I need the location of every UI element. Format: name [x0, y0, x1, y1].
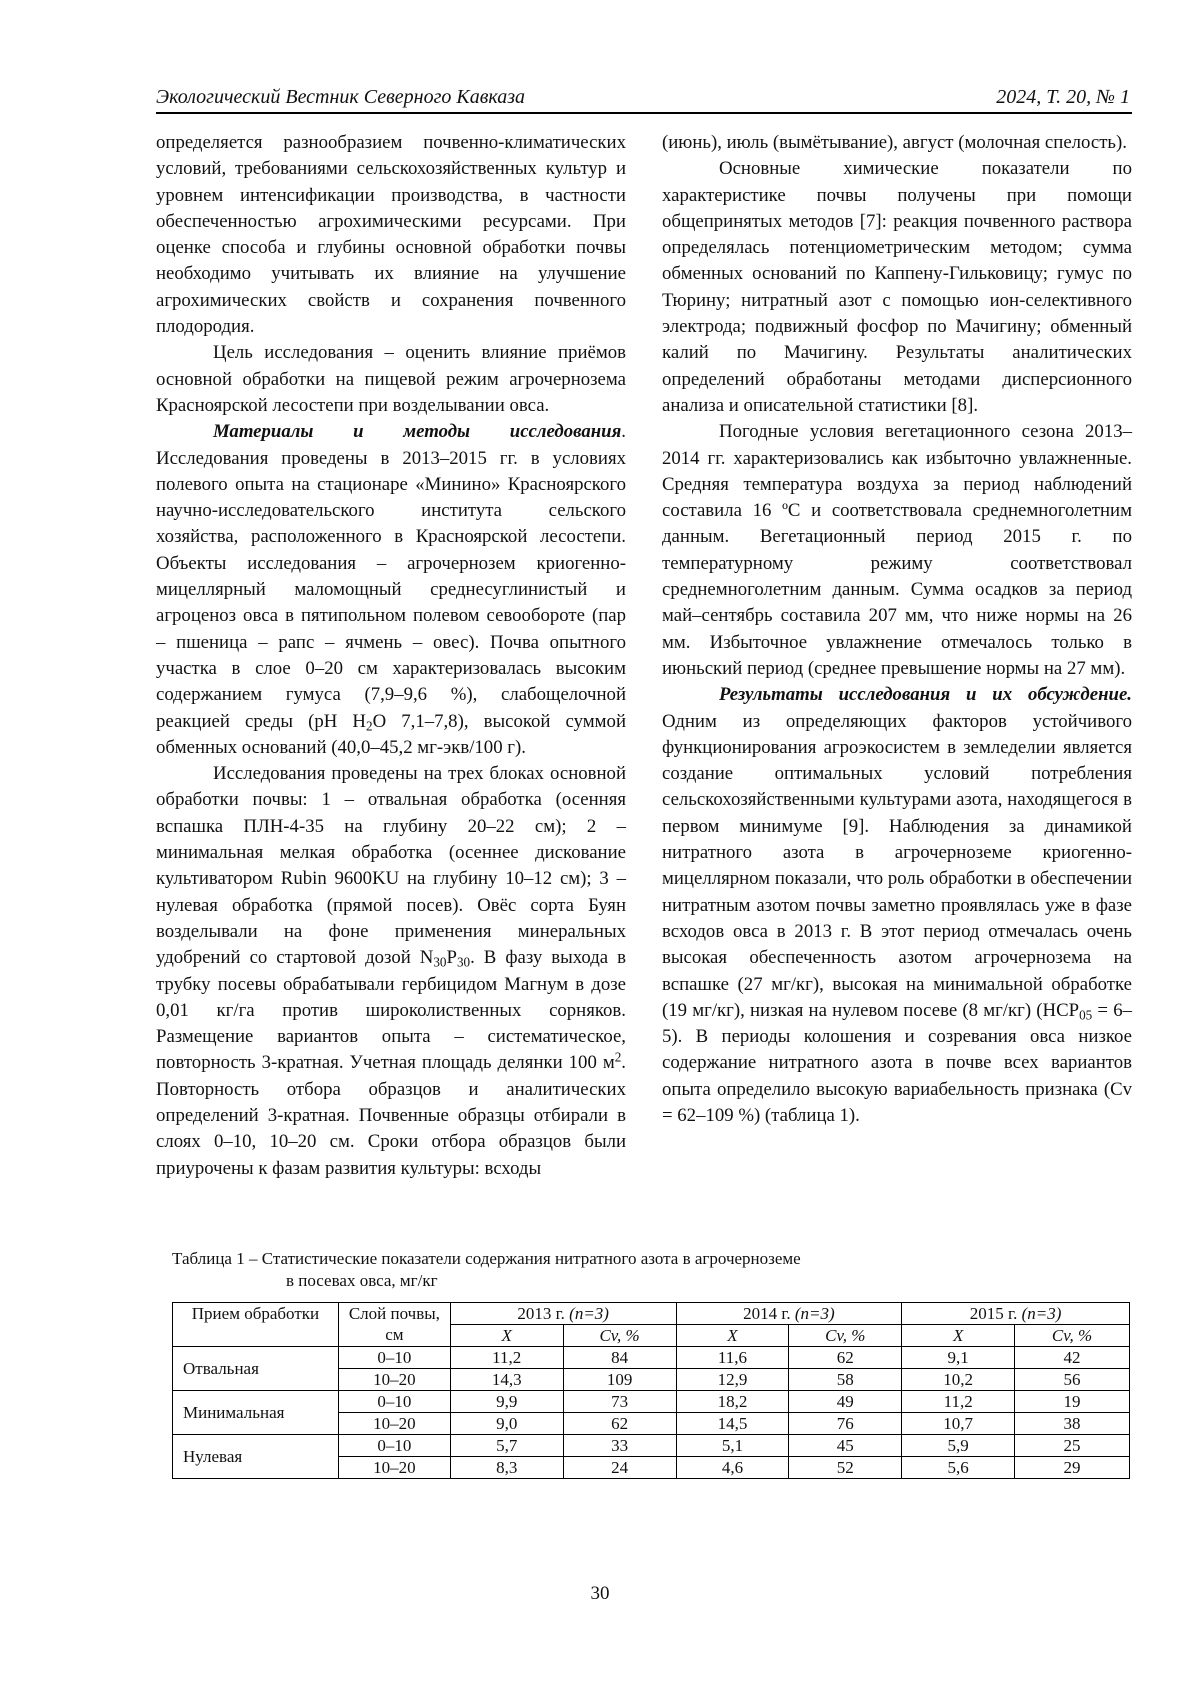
header-year: 2015 г. (n=3) — [902, 1303, 1130, 1325]
value-cell: 33 — [563, 1435, 676, 1457]
right-column — [662, 130, 1132, 1129]
data-table — [172, 1302, 1130, 1479]
value-cell: 4,6 — [676, 1457, 789, 1479]
value-cell: 25 — [1015, 1435, 1130, 1457]
layer-cell: 10–20 — [338, 1369, 450, 1391]
paragraph: определяется разнообразием почвенно-климатических условий, требованиями сельскохозяйственных культур и уровнем интенсификации производства, в частности обеспеченностью агрохимическими ресурсами. При оценке способа и глубины основной обработки почвы необходимо учитывать их влияние на улучшение агрохимических свойств и сохранения почвенного плодородия. — [156, 132, 626, 338]
value-cell: 73 — [563, 1391, 676, 1413]
paragraph-methods: Материалы и методы исследования. Исследования проведены в 2013–2015 гг. в условиях полевого опыта на стационаре «Минино» Красноярского научно-исследовательского института сельского хозяйства, расположенного в Красноярской лесостепи. Объекты исследования – агрочернозем криогенно-мицеллярный маломощный среднесуглинистый и агроценоз овса в пятипольном полевом севообороте (пар – пшеница – рапс – ячмень – овес). Почва опытного участка в слое 0–20 см характеризовалась высоким содержанием гумуса (7,9–9,6 %), слабощелочной реакцией среды (pH $H_2O$ 7,1–7,8), высокой суммой обменных оснований (40,0–45,2 мг-экв/100 г). — [156, 421, 626, 758]
value-cell: 11,2 — [902, 1391, 1015, 1413]
value-cell: 38 — [1015, 1413, 1130, 1435]
paragraph-chem-methods: Основные химические показатели по характеристике почвы получены при помощи общепринятых методов [7]: реакция почвенного раствора определялась потенциометрическим методом; сумма обменных оснований по Каппену-Гильковицу; гумус по Тюрину; нитратный азот с помощью ион-селективного электрода; подвижный фосфор по Мачигину; обменный калий по Мачигину. Результаты аналитических определений обработаны методами дисперсионного анализа и описательной статистики [8]. — [662, 158, 1132, 416]
value-cell: 29 — [1015, 1457, 1130, 1479]
table-row — [173, 1347, 1130, 1369]
header-x: X — [676, 1325, 789, 1347]
value-cell: 18,2 — [676, 1391, 789, 1413]
value-cell: 58 — [789, 1369, 902, 1391]
table-caption: Таблица 1 – Статистические показатели содержания нитратного азота в агрочерноземе в посевах овса, мг/кг — [172, 1249, 801, 1290]
value-cell: 12,9 — [676, 1369, 789, 1391]
value-cell: 19 — [1015, 1391, 1130, 1413]
value-cell: 84 — [563, 1347, 676, 1369]
paragraph: (июнь), июль (вымётывание), август (молочная спелость). — [662, 132, 1127, 153]
header-cv: Cv, % — [563, 1325, 676, 1347]
paragraph-weather: Погодные условия вегетационного сезона 2013–2014 гг. характеризовались как избыточно увлажненные. Средняя температура воздуха за период наблюдений составила 16 ºС и соответствовала среднемноголетним данным. Вегетационный период 2015 г. по температурному режиму соответствовал среднемноголетним данным. Сумма осадков за период май–сентябрь составила 207 мм, что ниже нормы на 26 мм. Избыточное увлажнение отмечалось только в июньский период (среднее превышение нормы на 27 мм). — [662, 421, 1132, 679]
method-cell: Минимальная — [173, 1391, 339, 1435]
table-row — [173, 1391, 1130, 1413]
value-cell: 56 — [1015, 1369, 1130, 1391]
value-cell: 49 — [789, 1391, 902, 1413]
value-cell: 10,2 — [902, 1369, 1015, 1391]
value-cell: 9,0 — [450, 1413, 563, 1435]
value-cell: 14,5 — [676, 1413, 789, 1435]
paragraph-treatments: Исследования проведены на трех блоках основной обработки почвы: 1 – отвальная обработка (осенняя вспашка ПЛН-4-35 на глубину 20–22 см); 2 – минимальная мелкая обработка (осеннее дискование культиватором Rubin 9600KU на глубину 10–12 см); 3 – нулевая обработка (прямой посев). Овёс сорта Буян возделывали на фоне применения минеральных удобрений со стартовой дозой $N_{30}P_{30}$. В фазу выхода в трубку посевы обрабатывали гербицидом Магнум в дозе 0,01 кг/га против широколиственных сорняков. Размещение вариантов опыта – систематическое, повторность 3-кратная. Учетная площадь делянки 100 $м^2$. Повторность отбора образцов и аналитических определений 3-кратная. Почвенные образцы отбирали в слоях 0–10, 10–20 см. Сроки отбора образцов были приурочены к фазам развития культуры: всходы — [156, 763, 626, 1179]
layer-cell: 10–20 — [338, 1413, 450, 1435]
value-cell: 5,9 — [902, 1435, 1015, 1457]
journal-title: Экологический Вестник Северного Кавказа — [156, 86, 526, 108]
value-cell: 14,3 — [450, 1369, 563, 1391]
left-column — [156, 130, 626, 1182]
header-method: Прием обработки — [173, 1303, 339, 1347]
header-layer: Слой почвы, см — [338, 1303, 450, 1347]
paragraph-aim: Цель исследования – оценить влияние приёмов основной обработки на пищевой режим агрочернозема Красноярской лесостепи при возделывании овса. — [156, 342, 626, 416]
value-cell: 5,7 — [450, 1435, 563, 1457]
header-year: 2013 г. (n=3) — [450, 1303, 676, 1325]
value-cell: 5,6 — [902, 1457, 1015, 1479]
header-year: 2014 г. (n=3) — [676, 1303, 902, 1325]
value-cell: 11,2 — [450, 1347, 563, 1369]
table-row — [173, 1435, 1130, 1457]
value-cell: 5,1 — [676, 1435, 789, 1457]
value-cell: 45 — [789, 1435, 902, 1457]
page-number: 30 — [590, 1583, 610, 1604]
value-cell: 10,7 — [902, 1413, 1015, 1435]
table-header-row — [173, 1303, 1130, 1325]
layer-cell: 10–20 — [338, 1457, 450, 1479]
value-cell: 52 — [789, 1457, 902, 1479]
method-cell: Отвальная — [173, 1347, 339, 1391]
layer-cell: 0–10 — [338, 1435, 450, 1457]
issue-info: 2024, Т. 20, № 1 — [996, 86, 1130, 108]
section-heading-results: Результаты исследования и их обсуждение. — [719, 684, 1132, 706]
header-cv: Cv, % — [789, 1325, 902, 1347]
value-cell: 11,6 — [676, 1347, 789, 1369]
value-cell: 42 — [1015, 1347, 1130, 1369]
section-heading-methods: Материалы и методы исследования — [213, 421, 622, 443]
value-cell: 62 — [563, 1413, 676, 1435]
value-cell: 24 — [563, 1457, 676, 1479]
method-cell: Нулевая — [173, 1435, 339, 1479]
header-x: X — [450, 1325, 563, 1347]
value-cell: 76 — [789, 1413, 902, 1435]
paragraph-results: Результаты исследования и их обсуждение. Одним из определяющих факторов устойчивого функционирования агроэкосистем в земледелии является создание оптимальных условий потребления сельскохозяйственными культурами азота, находящегося в первом минимуме [9]. Наблюдения за динамикой нитратного азота в агрочерноземе криогенно-мицеллярном показали, что роль обработки в обеспечении нитратным азотом почвы заметно проявлялась уже в фазе всходов овса в 2013 г. В этот период отмечалась очень высокая обеспеченность азотом агрочернозема на вспашке (27 мг/кг), высокая на минимальной обработке (19 мг/кг), низкая на нулевом посеве (8 мг/кг) $(НСР_{05} = 6-5)$. В периоды колошения и созревания овса низкое содержание нитратного азота в почве всех вариантов опыта определило высокую вариабельность признака (Cv = 62–109 %) (таблица 1). — [662, 684, 1132, 1126]
header-x: X — [902, 1325, 1015, 1347]
value-cell: 62 — [789, 1347, 902, 1369]
value-cell: 8,3 — [450, 1457, 563, 1479]
value-cell: 109 — [563, 1369, 676, 1391]
value-cell: 9,9 — [450, 1391, 563, 1413]
header-cv: Cv, % — [1015, 1325, 1130, 1347]
value-cell: 9,1 — [902, 1347, 1015, 1369]
layer-cell: 0–10 — [338, 1391, 450, 1413]
running-header — [156, 84, 1132, 114]
layer-cell: 0–10 — [338, 1347, 450, 1369]
